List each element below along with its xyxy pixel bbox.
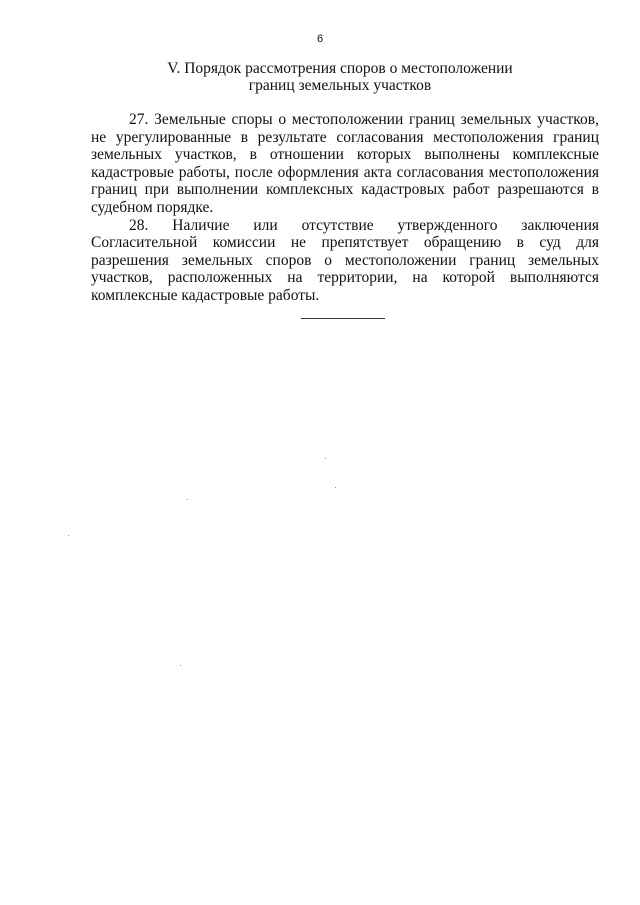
paragraph-27: 27. Земельные споры о местоположении границ земельных участков, не урегулированные в результате согласования местоположения границ земельных участков, в отношении которых выполнены комплексные кадастровые работы, после оформления акта согласования местоположения границ при выполнении комплексных кадастровых работ разрешаются в судебном порядке. — [91, 111, 599, 216]
scan-speck — [325, 458, 326, 459]
paragraph-28: 28. Наличие или отсутствие утвержденного заключения Согласительной комиссии не препятствует обращению в суд для разрешения земельных споров о местоположении границ земельных участков, расположенных на территории, на которой выполняются комплексные кадастровые работы. — [91, 216, 599, 304]
section-title-line-1: V. Порядок рассмотрения споров о местоположении — [167, 60, 513, 77]
scan-speck — [335, 487, 336, 488]
scan-speck — [187, 499, 188, 500]
scan-speck — [180, 665, 181, 666]
end-separator-line — [301, 318, 385, 319]
document-body — [91, 111, 599, 305]
section-title-line-2: границ земельных участков — [248, 77, 432, 94]
scan-speck — [68, 535, 69, 536]
page-number: 6 — [316, 33, 324, 45]
section-title — [90, 60, 590, 94]
